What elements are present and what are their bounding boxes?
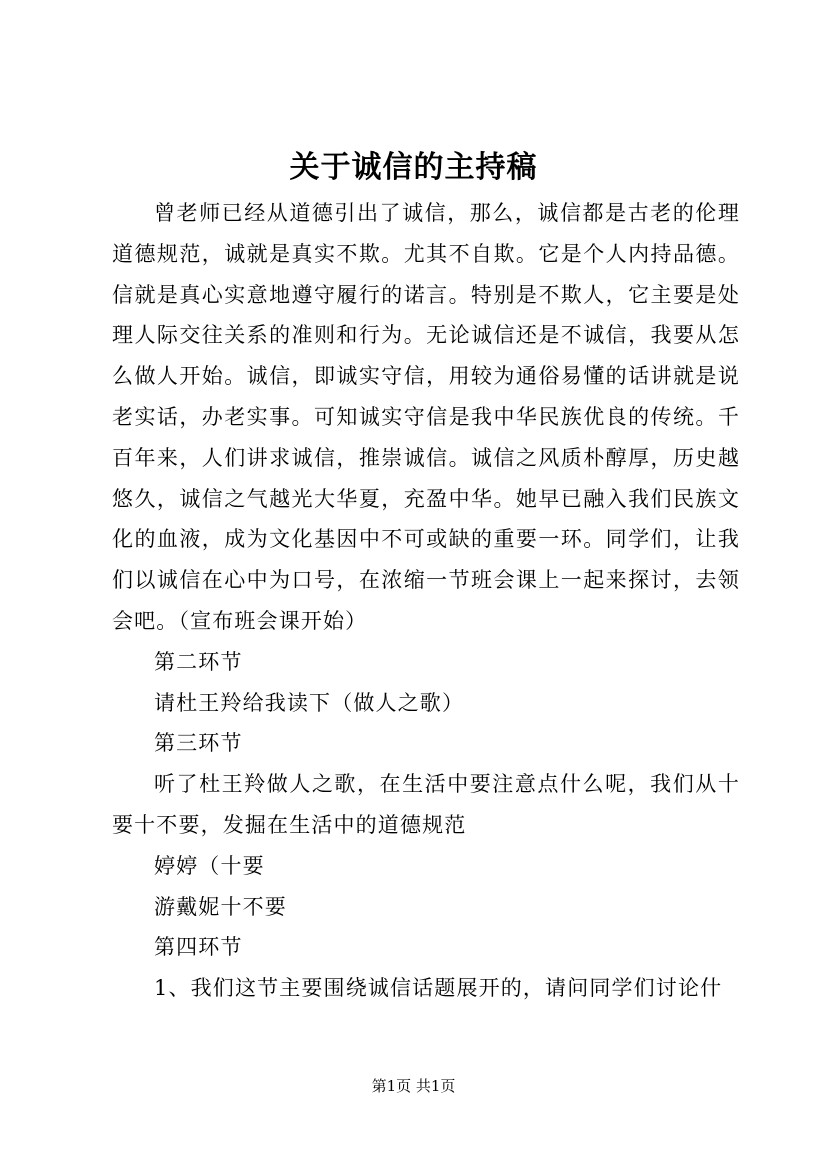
paragraph-section-2-heading: 第二环节 [154, 649, 243, 674]
paragraph-section-3-heading: 第三环节 [154, 731, 243, 756]
page-footer: 第1页 共1页 [371, 1077, 456, 1095]
paragraph-section-4-item-1: 1、我们这节主要围绕诚信话题展开的，请问同学们讨论什 [154, 976, 723, 1001]
document-title: 关于诚信的主持稿 [289, 150, 538, 185]
paragraph-section-4-heading: 第四环节 [154, 935, 243, 960]
paragraph-intro: 曾老师已经从道德引出了诚信，那么，诚信都是古老的伦理道德规范，诚就是真实不欺。尤其不自欺。它是个人内持品德。信就是真心实意地遵守履行的诺言。特别是不欺人，它主要是处理人际交往关系的准则和行为。无论诚信还是不诚信，我要从怎么做人开始。诚信，即诚实守信，用较为通俗易懂的话讲就是说老实话，办老实事。可知诚实守信是我中华民族优良的传统。千百年来，人们讲求诚信，推崇诚信。诚信之风质朴醇厚，历史越悠久，诚信之气越光大华夏，充盈中华。她早已融入我们民族文化的血液，成为文化基因中不可或缺的重要一环。同学们，让我们以诚信在心中为口号，在浓缩一节班会课上一起来探讨，去领会吧。（宣布班会课开始） [112, 201, 740, 633]
paragraph-section-2-text: 请杜王羚给我读下（做人之歌） [154, 690, 465, 715]
document-body [112, 193, 740, 1009]
paragraph-section-3-text: 听了杜王羚做人之歌，在生活中要注意点什么呢，我们从十要十不要，发掘在生活中的道德规范 [112, 772, 740, 837]
paragraph-ten-donts: 游戴妮十不要 [154, 894, 287, 919]
paragraph-ten-dos: 婷婷（十要 [154, 853, 265, 878]
